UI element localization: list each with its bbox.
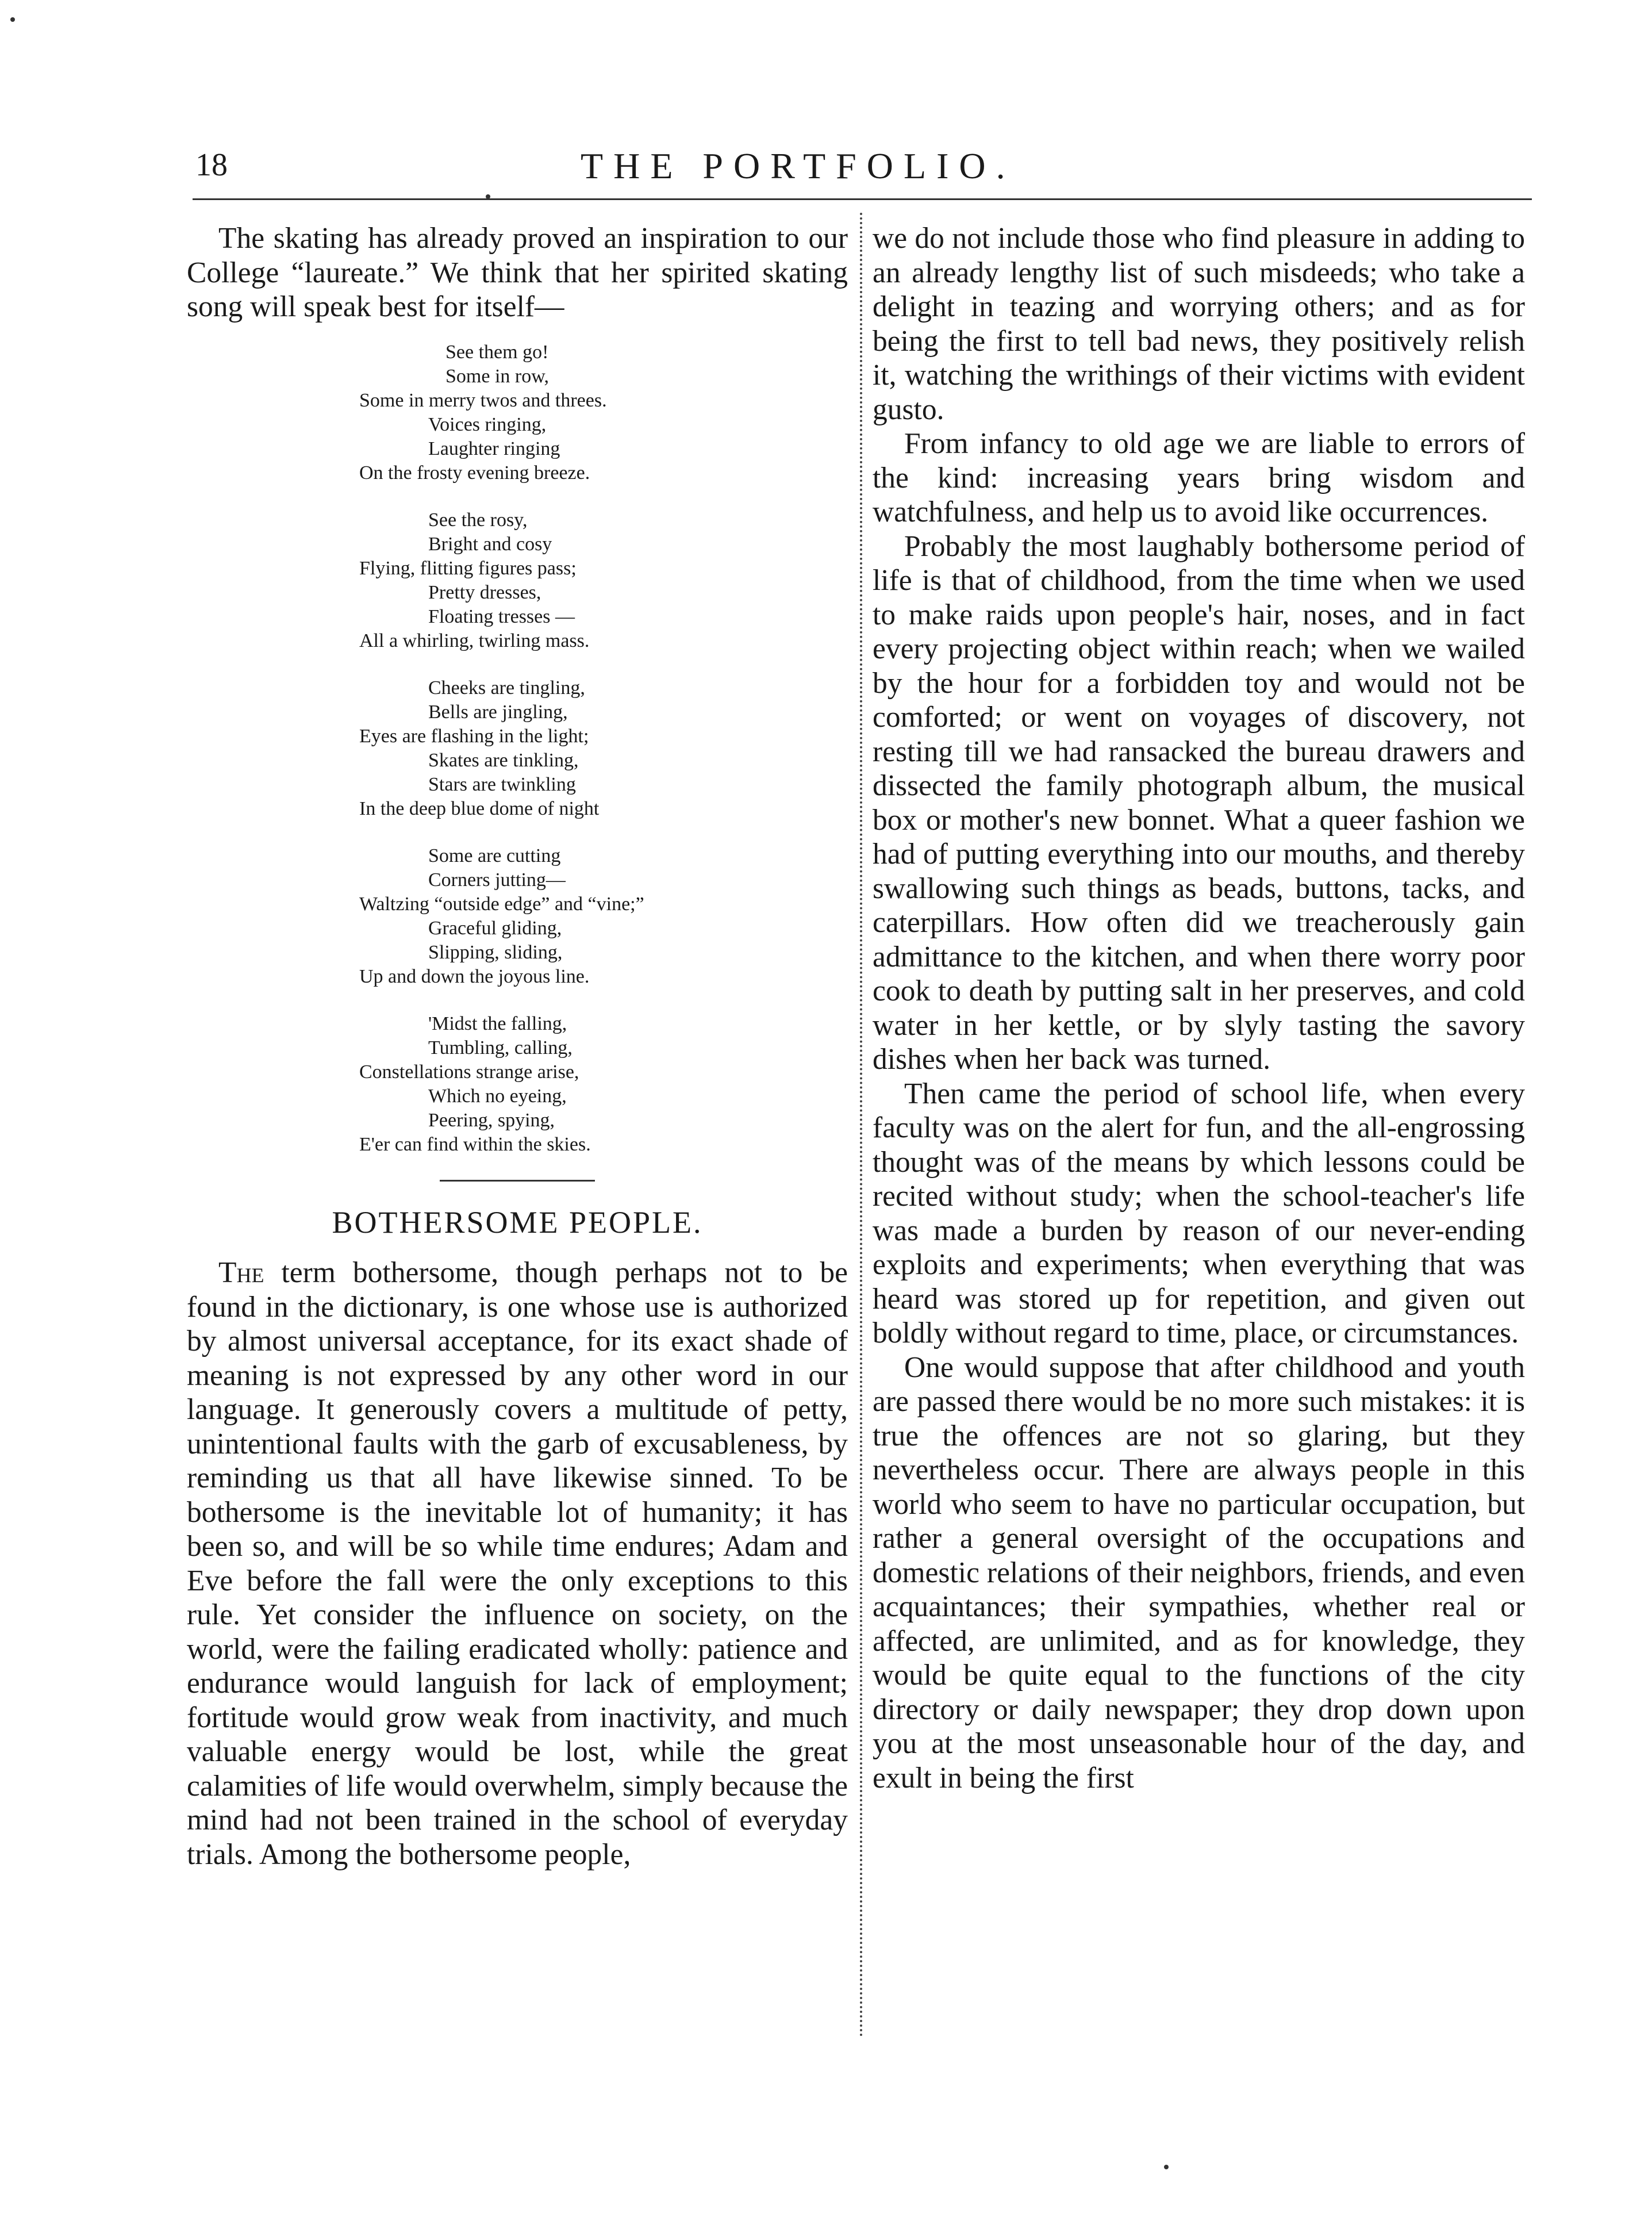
page-number: 18 — [195, 147, 228, 183]
poem-stanza — [187, 508, 848, 653]
paragraph-body: term bothersome, though perhaps not to be found in the dictionary, is one whose use is authorized by almost universal acceptance, for its exact shade of meaning is not expressed by any other word in our language. It generously covers a multitude of petty, unintentional faults with the garb of excusableness, by reminding us that all have likewise sinned. To be bothersome is the inevitable lot of humanity; it has been so, and will be so while time endures; Adam and Eve before the fall were the only exceptions to this rule. Yet consider the influence on society, on the world, were the failing eradicated wholly: patience and endurance would languish for lack of employment; fortitude would grow weak from inactivity, and much valuable energy would be lost, while the great calamities of life would overwhelm, simply because the mind had not been trained in the school of everyday trials. Among the bothersome people, — [187, 1256, 848, 1871]
poem-line: In the deep blue dome of night — [359, 797, 600, 819]
poem-line: On the frosty evening breeze. — [359, 462, 590, 484]
poem-line: Peering, spying, — [428, 1109, 555, 1131]
article-paragraph: Then came the period of school life, when every faculty was on the alert for fun, and the all-engrossing thought was of the means by which lessons could be recited without study; when the school-teacher's life was made a burden by reason of our never-ending exploits and experiments; when everything that was heard was stored up for repetition, and given out boldly without regard to time, place, or circumstances. — [873, 1077, 1525, 1349]
article-paragraph: we do not include those who find pleasure in adding to an already lengthy list of such misdeeds; who take a delight in teazing and worrying others; and as for being the first to tell bad news, they positively relish it, watching the writhings of their victims with evident gusto. — [873, 222, 1525, 426]
poem-line: Some in row, — [445, 365, 550, 387]
poem-stanza — [187, 676, 848, 821]
poem-stanza — [187, 844, 848, 989]
article-paragraph: From infancy to old age we are liable to errors of the kind: increasing years bring wisdom and watchfulness, and help us to avoid like occurrences. — [873, 427, 1525, 528]
poem-line: Laughter ringing — [428, 438, 560, 459]
article-paragraph: Probably the most laughably bothersome period of life is that of childhood, from the time when we used to make raids upon people's hair, noses, and in fact every projecting object within reach; when we wailed by the hour for a forbidden toy and would not be comforted; or went on voyages of discovery, not resting till we had ransacked the bureau drawers and dissected the family photograph album, the musical box or mother's new bonnet. What a queer fashion we had of putting everything into our mouths, and thereby swallowing such things as beads, buttons, tacks, and caterpillars. How often did we treacherously gain admittance to the kitchen, and when there worry poor cook to death by putting salt in her preserves, and cold water in her kettle, or by slyly tasting the savory dishes when her back was turned. — [873, 530, 1525, 1076]
poem-line: Bells are jingling, — [428, 701, 568, 723]
article-paragraph — [187, 1256, 848, 1871]
poem-line: Voices ringing, — [428, 413, 547, 435]
poem-line: Which no eyeing, — [428, 1085, 567, 1107]
poem-line: See them go! — [445, 341, 549, 363]
section-rule — [440, 1180, 595, 1182]
article-paragraph: One would suppose that after childhood and youth are passed there would be no more such mistakes: it is true the offences are not so glaring, but they nevertheless occur. There are always people in this world who seem to have no particular occupation, but rather a general oversight of the occupations and domestic relations of their neighbors, friends, and even acquaintances; their sympathies, whether real or affected, are unlimited, and as for knowledge, they would be quite equal to the functions of the city directory or daily newspaper; they drop down upon you at the most unseasonable hour of the day, and exult in being the first — [873, 1351, 1525, 1794]
poem-line: Skates are tinkling, — [428, 749, 579, 771]
column-divider — [860, 213, 862, 2038]
running-title: THE PORTFOLIO. — [581, 145, 1016, 186]
intro-paragraph: The skating has already proved an inspiration to our College “laureate.” We think that her spirited skating song will speak best for itself— — [187, 222, 848, 323]
poem-line: Waltzing “outside edge” and “vine;” — [359, 893, 644, 915]
poem-line: Slipping, sliding, — [428, 941, 563, 963]
poem-line: Bright and cosy — [428, 533, 552, 555]
poem-line: Tumbling, calling, — [428, 1037, 573, 1059]
poem-line: Stars are twinkling — [428, 773, 576, 795]
poem-line: Some in merry twos and threes. — [359, 389, 607, 411]
poem-line: Graceful gliding, — [428, 917, 562, 939]
poem-line: See the rosy, — [428, 509, 528, 531]
poem-line: Up and down the joyous line. — [359, 965, 590, 987]
poem-line: Cheeks are tingling, — [428, 677, 585, 699]
poem-stanza — [187, 1012, 848, 1157]
poem-line: Corners jutting— — [428, 869, 566, 891]
poem-line: All a whirling, twirling mass. — [359, 630, 590, 651]
poem-stanza — [187, 340, 848, 485]
right-column — [873, 221, 1525, 1795]
poem-line: Flying, flitting figures pass; — [359, 557, 577, 579]
lead-word: The — [218, 1256, 264, 1289]
header-rule — [193, 198, 1532, 200]
poem-line: Constellations strange arise, — [359, 1061, 579, 1083]
print-speck — [10, 17, 15, 22]
poem-line: 'Midst the falling, — [428, 1013, 567, 1034]
poem-line: Pretty dresses, — [428, 581, 541, 603]
print-speck — [1164, 2165, 1169, 2169]
skating-poem — [187, 340, 848, 1157]
poem-line: Eyes are flashing in the light; — [359, 725, 589, 747]
poem-line: Floating tresses — — [428, 605, 575, 627]
poem-line: Some are cutting — [428, 845, 561, 866]
poem-line: E'er can find within the skies. — [359, 1133, 591, 1155]
section-title: BOTHERSOME PEOPLE. — [332, 1205, 703, 1240]
left-column — [187, 221, 848, 1871]
